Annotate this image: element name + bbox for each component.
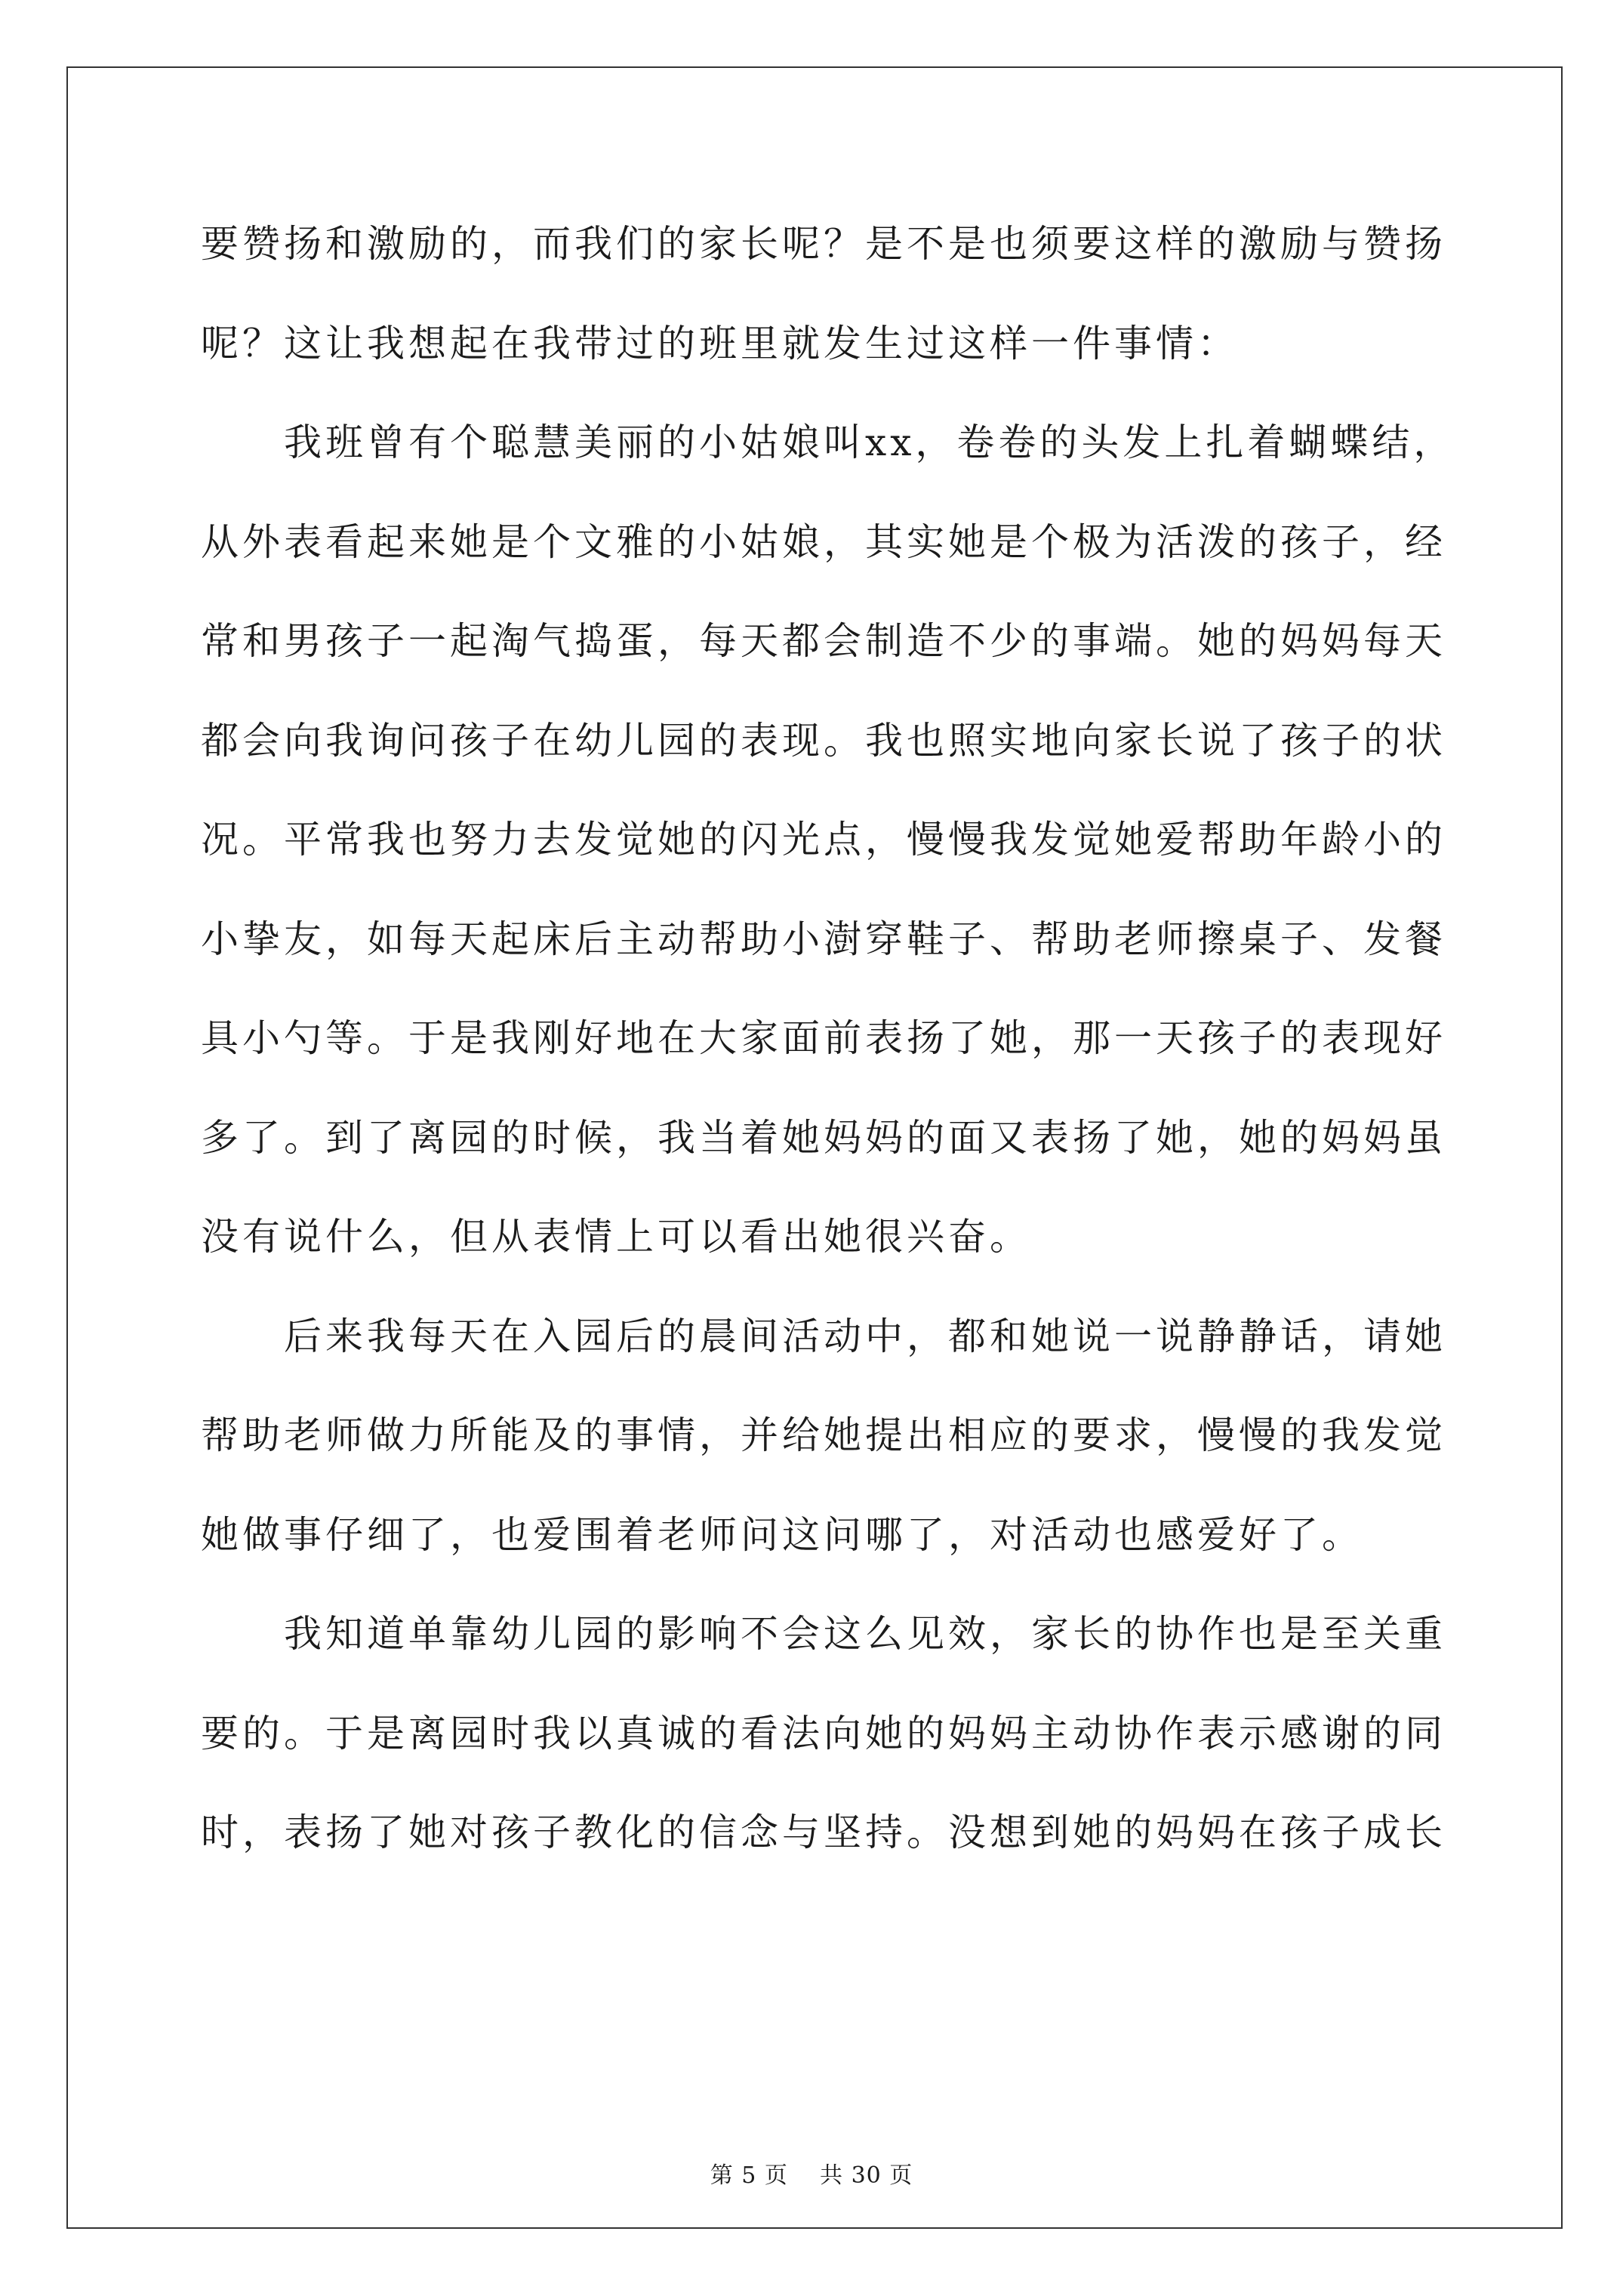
text-line: 况。平常我也努力去发觉她的闪光点，慢慢我发觉她爱帮助年龄小的 — [201, 818, 1446, 861]
text-line: 要赞扬和激励的，而我们的家长呢？是不是也须要这样的激励与赞扬 — [201, 222, 1446, 266]
text-line: 从外表看起来她是个文雅的小姑娘，其实她是个极为活泼的孩子，经 — [201, 519, 1446, 564]
text-line: 常和男孩子一起淘气捣蛋，每天都会制造不少的事端。她的妈妈每天 — [201, 619, 1446, 663]
text-line: 小挚友，如每天起床后主动帮助小澍穿鞋子、帮助老师擦桌子、发餐 — [201, 917, 1446, 961]
text-line: 我知道单靠幼儿园的影响不会这么见效，家长的协作也是至关重 — [201, 1612, 1446, 1656]
document-body — [201, 195, 1455, 1883]
text-line: 都会向我询问孩子在幼儿园的表现。我也照实地向家长说了孩子的状 — [201, 718, 1446, 763]
text-line: 没有说什么，但从表情上可以看出她很兴奋。 — [201, 1215, 1031, 1259]
text-line: 我班曾有个聪慧美丽的小姑娘叫xx，卷卷的头发上扎着蝴蝶结， — [201, 421, 1455, 464]
page-footer — [0, 2161, 1623, 2191]
text-line: 呢？这让我想起在我带过的班里就发生过这样一件事情： — [201, 321, 1239, 365]
text-line: 时，表扬了她对孩子教化的信念与坚持。没想到她的妈妈在孩子成长 — [201, 1811, 1446, 1854]
text-line: 后来我每天在入园后的晨间活动中，都和她说一说静静话，请她 — [201, 1314, 1446, 1358]
text-line: 帮助老师做力所能及的事情，并给她提出相应的要求，慢慢的我发觉 — [201, 1413, 1446, 1457]
text-line: 多了。到了离园的时候，我当着她妈妈的面又表扬了她，她的妈妈虽 — [201, 1115, 1446, 1160]
page-number: 第 5 页 — [710, 2162, 788, 2189]
text-line: 要的。于是离园时我以真诚的看法向她的妈妈主动协作表示感谢的同 — [201, 1711, 1446, 1755]
text-line: 她做事仔细了，也爱围着老师问这问哪了，对活动也感爱好了。 — [201, 1512, 1363, 1557]
text-line: 具小勺等。于是我刚好地在大家面前表扬了她，那一天孩子的表现好 — [201, 1016, 1446, 1060]
page-total: 共 30 页 — [820, 2162, 913, 2189]
